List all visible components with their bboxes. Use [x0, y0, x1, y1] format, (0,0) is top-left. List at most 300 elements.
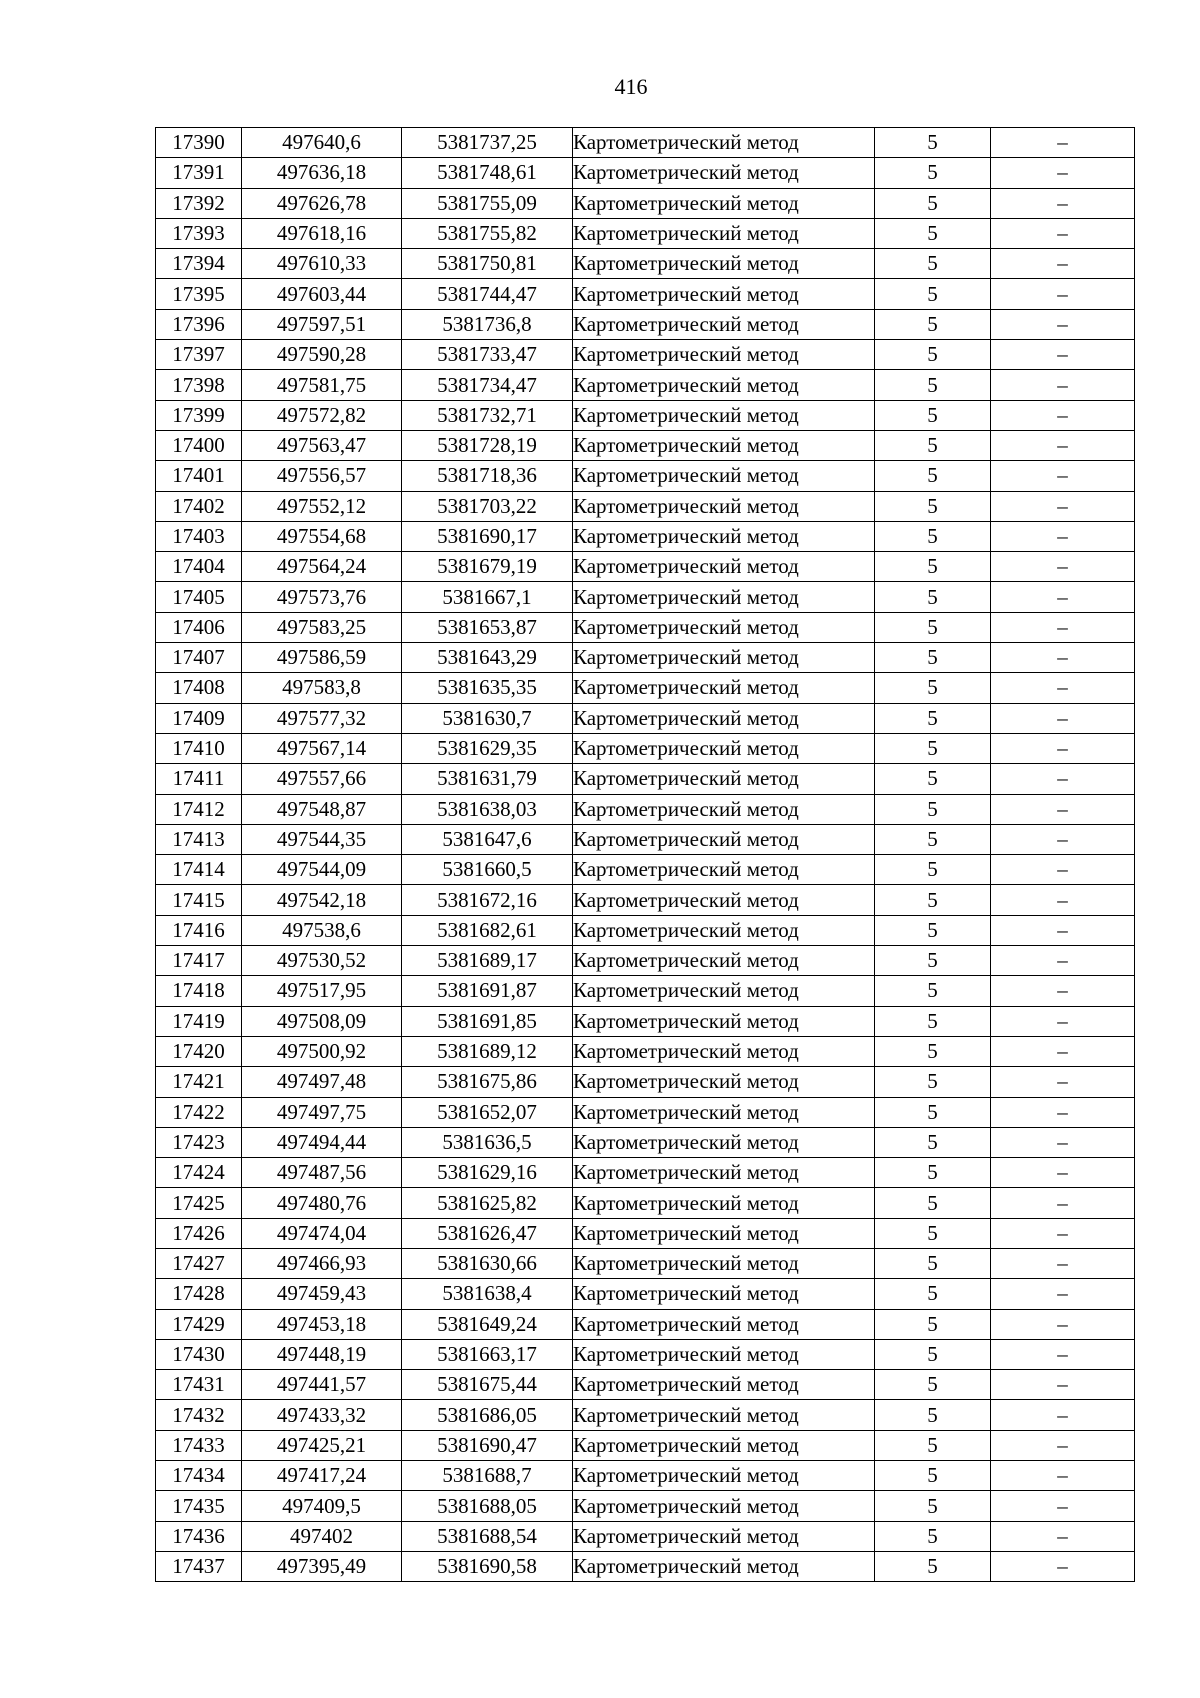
y-coordinate-cell: 5381672,16	[402, 885, 573, 915]
method-cell: Картометрический метод	[573, 1218, 875, 1248]
point-number-cell: 17433	[156, 1430, 242, 1460]
accuracy-cell: 5	[875, 673, 991, 703]
point-number-cell: 17431	[156, 1370, 242, 1400]
description-cell: –	[991, 643, 1135, 673]
accuracy-cell: 5	[875, 400, 991, 430]
y-coordinate-cell: 5381625,82	[402, 1188, 573, 1218]
x-coordinate-cell: 497572,82	[242, 400, 402, 430]
accuracy-cell: 5	[875, 461, 991, 491]
x-coordinate-cell: 497425,21	[242, 1430, 402, 1460]
y-coordinate-cell: 5381690,17	[402, 521, 573, 551]
table-row	[156, 885, 1135, 915]
description-cell: –	[991, 1400, 1135, 1430]
x-coordinate-cell: 497538,6	[242, 915, 402, 945]
table-row	[156, 1006, 1135, 1036]
accuracy-cell: 5	[875, 552, 991, 582]
method-cell: Картометрический метод	[573, 643, 875, 673]
method-cell: Картометрический метод	[573, 1521, 875, 1551]
y-coordinate-cell: 5381736,8	[402, 309, 573, 339]
point-number-cell: 17422	[156, 1097, 242, 1127]
table-row	[156, 1400, 1135, 1430]
accuracy-cell: 5	[875, 1551, 991, 1581]
table-row	[156, 915, 1135, 945]
table-row	[156, 1127, 1135, 1157]
point-number-cell: 17432	[156, 1400, 242, 1430]
y-coordinate-cell: 5381653,87	[402, 612, 573, 642]
x-coordinate-cell: 497597,51	[242, 309, 402, 339]
point-number-cell: 17414	[156, 855, 242, 885]
description-cell: –	[991, 1127, 1135, 1157]
x-coordinate-cell: 497590,28	[242, 340, 402, 370]
description-cell: –	[991, 309, 1135, 339]
description-cell: –	[991, 188, 1135, 218]
y-coordinate-cell: 5381737,25	[402, 128, 573, 158]
point-number-cell: 17437	[156, 1551, 242, 1581]
x-coordinate-cell: 497500,92	[242, 1036, 402, 1066]
x-coordinate-cell: 497417,24	[242, 1461, 402, 1491]
description-cell: –	[991, 340, 1135, 370]
x-coordinate-cell: 497548,87	[242, 794, 402, 824]
description-cell: –	[991, 249, 1135, 279]
description-cell: –	[991, 552, 1135, 582]
method-cell: Картометрический метод	[573, 521, 875, 551]
y-coordinate-cell: 5381663,17	[402, 1339, 573, 1369]
x-coordinate-cell: 497583,8	[242, 673, 402, 703]
x-coordinate-cell: 497542,18	[242, 885, 402, 915]
method-cell: Картометрический метод	[573, 703, 875, 733]
point-number-cell: 17406	[156, 612, 242, 642]
point-number-cell: 17396	[156, 309, 242, 339]
table-row	[156, 855, 1135, 885]
y-coordinate-cell: 5381718,36	[402, 461, 573, 491]
x-coordinate-cell: 497497,75	[242, 1097, 402, 1127]
x-coordinate-cell: 497453,18	[242, 1309, 402, 1339]
x-coordinate-cell: 497603,44	[242, 279, 402, 309]
x-coordinate-cell: 497583,25	[242, 612, 402, 642]
table-row	[156, 552, 1135, 582]
y-coordinate-cell: 5381744,47	[402, 279, 573, 309]
method-cell: Картометрический метод	[573, 1127, 875, 1157]
x-coordinate-cell: 497480,76	[242, 1188, 402, 1218]
y-coordinate-cell: 5381686,05	[402, 1400, 573, 1430]
x-coordinate-cell: 497581,75	[242, 370, 402, 400]
x-coordinate-cell: 497563,47	[242, 430, 402, 460]
x-coordinate-cell: 497557,66	[242, 764, 402, 794]
x-coordinate-cell: 497556,57	[242, 461, 402, 491]
point-number-cell: 17417	[156, 946, 242, 976]
table-row	[156, 1248, 1135, 1278]
x-coordinate-cell: 497544,35	[242, 824, 402, 854]
method-cell: Картометрический метод	[573, 733, 875, 763]
table-row	[156, 128, 1135, 158]
x-coordinate-cell: 497517,95	[242, 976, 402, 1006]
table-row	[156, 1097, 1135, 1127]
point-number-cell: 17412	[156, 794, 242, 824]
method-cell: Картометрический метод	[573, 1036, 875, 1066]
x-coordinate-cell: 497567,14	[242, 733, 402, 763]
description-cell: –	[991, 855, 1135, 885]
accuracy-cell: 5	[875, 855, 991, 885]
accuracy-cell: 5	[875, 1339, 991, 1369]
point-number-cell: 17426	[156, 1218, 242, 1248]
description-cell: –	[991, 1521, 1135, 1551]
x-coordinate-cell: 497610,33	[242, 249, 402, 279]
description-cell: –	[991, 1491, 1135, 1521]
description-cell: –	[991, 400, 1135, 430]
point-number-cell: 17419	[156, 1006, 242, 1036]
y-coordinate-cell: 5381675,86	[402, 1067, 573, 1097]
description-cell: –	[991, 1551, 1135, 1581]
accuracy-cell: 5	[875, 1370, 991, 1400]
point-number-cell: 17429	[156, 1309, 242, 1339]
point-number-cell: 17408	[156, 673, 242, 703]
method-cell: Картометрический метод	[573, 1309, 875, 1339]
method-cell: Картометрический метод	[573, 461, 875, 491]
description-cell: –	[991, 1188, 1135, 1218]
y-coordinate-cell: 5381703,22	[402, 491, 573, 521]
table-row	[156, 158, 1135, 188]
y-coordinate-cell: 5381647,6	[402, 824, 573, 854]
table-row	[156, 1218, 1135, 1248]
x-coordinate-cell: 497448,19	[242, 1339, 402, 1369]
accuracy-cell: 5	[875, 521, 991, 551]
method-cell: Картометрический метод	[573, 612, 875, 642]
y-coordinate-cell: 5381667,1	[402, 582, 573, 612]
point-number-cell: 17436	[156, 1521, 242, 1551]
description-cell: –	[991, 946, 1135, 976]
table-row	[156, 370, 1135, 400]
x-coordinate-cell: 497409,5	[242, 1491, 402, 1521]
table-row	[156, 218, 1135, 248]
point-number-cell: 17434	[156, 1461, 242, 1491]
method-cell: Картометрический метод	[573, 491, 875, 521]
accuracy-cell: 5	[875, 1158, 991, 1188]
accuracy-cell: 5	[875, 279, 991, 309]
x-coordinate-cell: 497466,93	[242, 1248, 402, 1278]
table-row	[156, 521, 1135, 551]
method-cell: Картометрический метод	[573, 188, 875, 218]
method-cell: Картометрический метод	[573, 764, 875, 794]
accuracy-cell: 5	[875, 128, 991, 158]
point-number-cell: 17395	[156, 279, 242, 309]
method-cell: Картометрический метод	[573, 915, 875, 945]
y-coordinate-cell: 5381629,35	[402, 733, 573, 763]
description-cell: –	[991, 1158, 1135, 1188]
description-cell: –	[991, 461, 1135, 491]
point-number-cell: 17413	[156, 824, 242, 854]
method-cell: Картометрический метод	[573, 1067, 875, 1097]
description-cell: –	[991, 1370, 1135, 1400]
table-row	[156, 764, 1135, 794]
table-row	[156, 1309, 1135, 1339]
y-coordinate-cell: 5381643,29	[402, 643, 573, 673]
accuracy-cell: 5	[875, 824, 991, 854]
method-cell: Картометрический метод	[573, 1551, 875, 1581]
description-cell: –	[991, 1067, 1135, 1097]
x-coordinate-cell: 497577,32	[242, 703, 402, 733]
method-cell: Картометрический метод	[573, 279, 875, 309]
method-cell: Картометрический метод	[573, 794, 875, 824]
point-number-cell: 17402	[156, 491, 242, 521]
x-coordinate-cell: 497640,6	[242, 128, 402, 158]
method-cell: Картометрический метод	[573, 1188, 875, 1218]
method-cell: Картометрический метод	[573, 552, 875, 582]
table-row	[156, 1067, 1135, 1097]
method-cell: Картометрический метод	[573, 1400, 875, 1430]
description-cell: –	[991, 1218, 1135, 1248]
point-number-cell: 17435	[156, 1491, 242, 1521]
point-number-cell: 17401	[156, 461, 242, 491]
accuracy-cell: 5	[875, 1248, 991, 1278]
point-number-cell: 17424	[156, 1158, 242, 1188]
x-coordinate-cell: 497508,09	[242, 1006, 402, 1036]
description-cell: –	[991, 521, 1135, 551]
description-cell: –	[991, 1097, 1135, 1127]
point-number-cell: 17418	[156, 976, 242, 1006]
point-number-cell: 17430	[156, 1339, 242, 1369]
description-cell: –	[991, 582, 1135, 612]
table-row	[156, 1491, 1135, 1521]
method-cell: Картометрический метод	[573, 946, 875, 976]
y-coordinate-cell: 5381689,12	[402, 1036, 573, 1066]
description-cell: –	[991, 370, 1135, 400]
method-cell: Картометрический метод	[573, 885, 875, 915]
table-row	[156, 733, 1135, 763]
x-coordinate-cell: 497554,68	[242, 521, 402, 551]
accuracy-cell: 5	[875, 582, 991, 612]
point-number-cell: 17392	[156, 188, 242, 218]
y-coordinate-cell: 5381688,54	[402, 1521, 573, 1551]
table-row	[156, 673, 1135, 703]
accuracy-cell: 5	[875, 1430, 991, 1460]
method-cell: Картометрический метод	[573, 673, 875, 703]
method-cell: Картометрический метод	[573, 128, 875, 158]
accuracy-cell: 5	[875, 249, 991, 279]
table-row	[156, 703, 1135, 733]
y-coordinate-cell: 5381638,4	[402, 1279, 573, 1309]
y-coordinate-cell: 5381626,47	[402, 1218, 573, 1248]
x-coordinate-cell: 497636,18	[242, 158, 402, 188]
y-coordinate-cell: 5381734,47	[402, 370, 573, 400]
description-cell: –	[991, 703, 1135, 733]
description-cell: –	[991, 1339, 1135, 1369]
method-cell: Картометрический метод	[573, 309, 875, 339]
method-cell: Картометрический метод	[573, 218, 875, 248]
table-row	[156, 946, 1135, 976]
y-coordinate-cell: 5381690,47	[402, 1430, 573, 1460]
x-coordinate-cell: 497494,44	[242, 1127, 402, 1157]
x-coordinate-cell: 497573,76	[242, 582, 402, 612]
table-row	[156, 340, 1135, 370]
table-row	[156, 400, 1135, 430]
accuracy-cell: 5	[875, 1279, 991, 1309]
description-cell: –	[991, 733, 1135, 763]
x-coordinate-cell: 497433,32	[242, 1400, 402, 1430]
y-coordinate-cell: 5381732,71	[402, 400, 573, 430]
accuracy-cell: 5	[875, 1521, 991, 1551]
method-cell: Картометрический метод	[573, 430, 875, 460]
method-cell: Картометрический метод	[573, 1097, 875, 1127]
coordinates-table	[155, 127, 1135, 1582]
description-cell: –	[991, 915, 1135, 945]
method-cell: Картометрический метод	[573, 1370, 875, 1400]
accuracy-cell: 5	[875, 885, 991, 915]
table-row	[156, 1188, 1135, 1218]
description-cell: –	[991, 1248, 1135, 1278]
method-cell: Картометрический метод	[573, 370, 875, 400]
description-cell: –	[991, 1309, 1135, 1339]
accuracy-cell: 5	[875, 1097, 991, 1127]
point-number-cell: 17400	[156, 430, 242, 460]
method-cell: Картометрический метод	[573, 1339, 875, 1369]
description-cell: –	[991, 673, 1135, 703]
method-cell: Картометрический метод	[573, 1279, 875, 1309]
table-row	[156, 188, 1135, 218]
method-cell: Картометрический метод	[573, 1491, 875, 1521]
method-cell: Картометрический метод	[573, 1430, 875, 1460]
y-coordinate-cell: 5381682,61	[402, 915, 573, 945]
point-number-cell: 17394	[156, 249, 242, 279]
x-coordinate-cell: 497487,56	[242, 1158, 402, 1188]
method-cell: Картометрический метод	[573, 1248, 875, 1278]
accuracy-cell: 5	[875, 733, 991, 763]
method-cell: Картометрический метод	[573, 1158, 875, 1188]
y-coordinate-cell: 5381635,35	[402, 673, 573, 703]
description-cell: –	[991, 764, 1135, 794]
method-cell: Картометрический метод	[573, 1006, 875, 1036]
x-coordinate-cell: 497530,52	[242, 946, 402, 976]
y-coordinate-cell: 5381691,85	[402, 1006, 573, 1036]
accuracy-cell: 5	[875, 340, 991, 370]
x-coordinate-cell: 497618,16	[242, 218, 402, 248]
description-cell: –	[991, 128, 1135, 158]
accuracy-cell: 5	[875, 158, 991, 188]
accuracy-cell: 5	[875, 370, 991, 400]
description-cell: –	[991, 1430, 1135, 1460]
accuracy-cell: 5	[875, 1461, 991, 1491]
description-cell: –	[991, 218, 1135, 248]
x-coordinate-cell: 497402	[242, 1521, 402, 1551]
coordinates-table-body	[156, 128, 1135, 1582]
method-cell: Картометрический метод	[573, 582, 875, 612]
point-number-cell: 17391	[156, 158, 242, 188]
y-coordinate-cell: 5381652,07	[402, 1097, 573, 1127]
y-coordinate-cell: 5381675,44	[402, 1370, 573, 1400]
method-cell: Картометрический метод	[573, 824, 875, 854]
point-number-cell: 17423	[156, 1127, 242, 1157]
accuracy-cell: 5	[875, 1491, 991, 1521]
method-cell: Картометрический метод	[573, 400, 875, 430]
x-coordinate-cell: 497459,43	[242, 1279, 402, 1309]
method-cell: Картометрический метод	[573, 340, 875, 370]
point-number-cell: 17425	[156, 1188, 242, 1218]
description-cell: –	[991, 1006, 1135, 1036]
point-number-cell: 17403	[156, 521, 242, 551]
accuracy-cell: 5	[875, 1036, 991, 1066]
accuracy-cell: 5	[875, 1309, 991, 1339]
method-cell: Картометрический метод	[573, 158, 875, 188]
accuracy-cell: 5	[875, 1218, 991, 1248]
point-number-cell: 17393	[156, 218, 242, 248]
point-number-cell: 17390	[156, 128, 242, 158]
y-coordinate-cell: 5381679,19	[402, 552, 573, 582]
accuracy-cell: 5	[875, 1067, 991, 1097]
description-cell: –	[991, 1036, 1135, 1066]
table-row	[156, 1430, 1135, 1460]
description-cell: –	[991, 279, 1135, 309]
description-cell: –	[991, 885, 1135, 915]
accuracy-cell: 5	[875, 764, 991, 794]
y-coordinate-cell: 5381636,5	[402, 1127, 573, 1157]
x-coordinate-cell: 497441,57	[242, 1370, 402, 1400]
point-number-cell: 17398	[156, 370, 242, 400]
table-row	[156, 1370, 1135, 1400]
y-coordinate-cell: 5381630,7	[402, 703, 573, 733]
description-cell: –	[991, 794, 1135, 824]
x-coordinate-cell: 497586,59	[242, 643, 402, 673]
table-row	[156, 1551, 1135, 1581]
y-coordinate-cell: 5381649,24	[402, 1309, 573, 1339]
description-cell: –	[991, 158, 1135, 188]
x-coordinate-cell: 497497,48	[242, 1067, 402, 1097]
point-number-cell: 17427	[156, 1248, 242, 1278]
accuracy-cell: 5	[875, 1188, 991, 1218]
accuracy-cell: 5	[875, 946, 991, 976]
accuracy-cell: 5	[875, 1006, 991, 1036]
table-row	[156, 612, 1135, 642]
table-row	[156, 1036, 1135, 1066]
table-row	[156, 461, 1135, 491]
y-coordinate-cell: 5381688,7	[402, 1461, 573, 1491]
description-cell: –	[991, 491, 1135, 521]
table-row	[156, 643, 1135, 673]
x-coordinate-cell: 497626,78	[242, 188, 402, 218]
point-number-cell: 17405	[156, 582, 242, 612]
y-coordinate-cell: 5381755,82	[402, 218, 573, 248]
table-row	[156, 824, 1135, 854]
x-coordinate-cell: 497544,09	[242, 855, 402, 885]
method-cell: Картометрический метод	[573, 1461, 875, 1491]
accuracy-cell: 5	[875, 976, 991, 1006]
method-cell: Картометрический метод	[573, 976, 875, 1006]
table-row	[156, 309, 1135, 339]
point-number-cell: 17411	[156, 764, 242, 794]
table-row	[156, 582, 1135, 612]
table-row	[156, 1521, 1135, 1551]
description-cell: –	[991, 612, 1135, 642]
y-coordinate-cell: 5381630,66	[402, 1248, 573, 1278]
description-cell: –	[991, 824, 1135, 854]
accuracy-cell: 5	[875, 643, 991, 673]
y-coordinate-cell: 5381688,05	[402, 1491, 573, 1521]
description-cell: –	[991, 1279, 1135, 1309]
y-coordinate-cell: 5381629,16	[402, 1158, 573, 1188]
table-row	[156, 1461, 1135, 1491]
y-coordinate-cell: 5381631,79	[402, 764, 573, 794]
point-number-cell: 17415	[156, 885, 242, 915]
x-coordinate-cell: 497474,04	[242, 1218, 402, 1248]
y-coordinate-cell: 5381755,09	[402, 188, 573, 218]
point-number-cell: 17409	[156, 703, 242, 733]
x-coordinate-cell: 497395,49	[242, 1551, 402, 1581]
accuracy-cell: 5	[875, 794, 991, 824]
method-cell: Картометрический метод	[573, 249, 875, 279]
method-cell: Картометрический метод	[573, 855, 875, 885]
y-coordinate-cell: 5381690,58	[402, 1551, 573, 1581]
point-number-cell: 17420	[156, 1036, 242, 1066]
y-coordinate-cell: 5381750,81	[402, 249, 573, 279]
point-number-cell: 17410	[156, 733, 242, 763]
